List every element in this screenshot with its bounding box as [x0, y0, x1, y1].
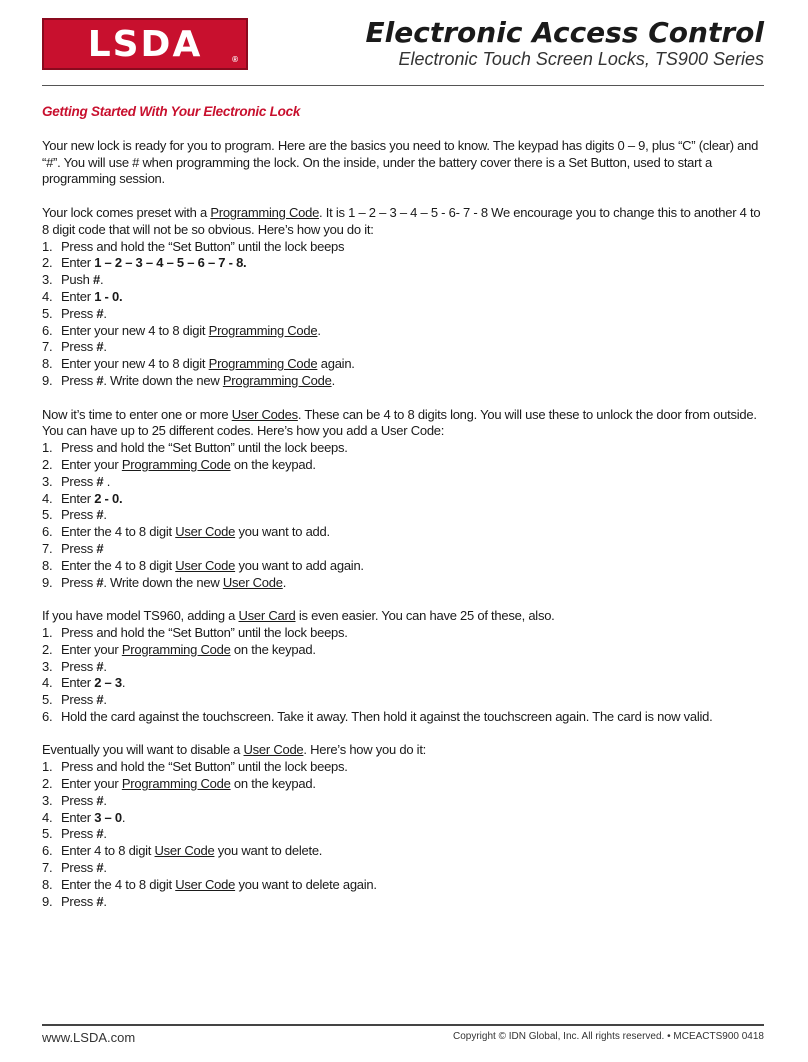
disable-code-paragraph: Eventually you will want to disable a User Code. Here’s how you do it:	[42, 742, 427, 758]
list-item: 6. Enter your new 4 to 8 digit Programming Code.	[42, 322, 321, 338]
programming-code-paragraph: Your lock comes preset with a Programming Code. It is 1 – 2 – 3 – 4 – 5 - 6- 7 - 8 We encourage you to change this to another 4 to 8 digit code that will not be so obvious. Here’s how you do it:	[42, 204, 761, 237]
list-item: 1. Press and hold the “Set Button” until the lock beeps.	[42, 440, 348, 456]
list-item: 7. Press #.	[42, 860, 107, 876]
user-code-steps	[42, 440, 762, 591]
list-item: 3. Press #.	[42, 792, 107, 808]
user-card-paragraph: If you have model TS960, adding a User Card is even easier. You can have 25 of these, also.	[42, 608, 555, 624]
list-item: 6. Hold the card against the touchscreen. Take it away. Then hold it against the touchscreen again. The card is now valid.	[42, 708, 713, 724]
section-heading: Getting Started With Your Electronic Lock	[42, 104, 301, 119]
header-divider	[42, 85, 764, 86]
list-item: 1. Press and hold the “Set Button” until the lock beeps.	[42, 624, 348, 640]
list-item: 5. Press #.	[42, 826, 107, 842]
page-subtitle: Electronic Touch Screen Locks, TS900 Series	[398, 49, 764, 69]
list-item: 9. Press #. Write down the new User Code.	[42, 574, 287, 590]
list-item: 8. Enter your new 4 to 8 digit Programming Code again.	[42, 356, 355, 372]
user-codes-paragraph: Now it’s time to enter one or more User Codes. These can be 4 to 8 digits long. You will use these to unlock the door from outside. You can have up to 25 different codes. Here’s how you add a User Code:	[42, 406, 757, 439]
registered-mark: ®	[232, 55, 238, 64]
list-item: 5. Press #.	[42, 507, 107, 523]
list-item: 8. Enter the 4 to 8 digit User Code you want to add again.	[42, 557, 364, 573]
list-item: 6. Enter the 4 to 8 digit User Code you want to add.	[42, 524, 330, 540]
list-item: 1. Press and hold the “Set Button” until the lock beeps	[42, 238, 345, 254]
list-item: 3. Push #.	[42, 272, 104, 288]
list-item: 5. Press #.	[42, 692, 107, 708]
list-item: 3. Press #.	[42, 658, 107, 674]
list-item: 7. Press #.	[42, 339, 107, 355]
list-item: 3. Press # .	[42, 473, 111, 489]
footer-website: www.LSDA.com	[42, 1030, 136, 1045]
footer-copyright: Copyright © IDN Global, Inc. All rights reserved. • MCEACTS900 0418	[453, 1031, 764, 1042]
list-item: 4. Enter 1 - 0.	[42, 288, 123, 304]
intro-paragraph: Your new lock is ready for you to program. Here are the basics you need to know. The keypad has digits 0 – 9, plus “C” (clear) and “#”. You will use # when programming the lock. On the inside, under the battery cover there is a Set Button, used to start a programming session.	[42, 137, 759, 187]
logo-text: LSDA	[87, 23, 203, 65]
list-item: 5. Press #.	[42, 305, 107, 321]
document-body	[42, 104, 762, 910]
list-item: 6. Enter 4 to 8 digit User Code you want to delete.	[42, 843, 323, 859]
programming-code-steps	[42, 239, 762, 390]
list-item: 4. Enter 2 - 0.	[42, 490, 123, 506]
list-item: 2. Enter your Programming Code on the keypad.	[42, 776, 316, 792]
list-item: 4. Enter 2 – 3.	[42, 675, 126, 691]
list-item: 1. Press and hold the “Set Button” until the lock beeps.	[42, 759, 348, 775]
list-item: 7. Press #	[42, 540, 104, 556]
lsda-logo	[42, 18, 248, 70]
list-item: 9. Press #.	[42, 893, 107, 909]
page-title: Electronic Access Control	[365, 16, 764, 49]
list-item: 2. Enter 1 – 2 – 3 – 4 – 5 – 6 – 7 - 8.	[42, 255, 247, 271]
list-item: 4. Enter 3 – 0.	[42, 809, 126, 825]
user-card-steps	[42, 625, 762, 726]
list-item: 8. Enter the 4 to 8 digit User Code you want to delete again.	[42, 876, 377, 892]
list-item: 2. Enter your Programming Code on the keypad.	[42, 456, 316, 472]
list-item: 9. Press #. Write down the new Programming Code.	[42, 372, 335, 388]
list-item: 2. Enter your Programming Code on the keypad.	[42, 641, 316, 657]
disable-code-steps	[42, 759, 762, 910]
footer-divider	[42, 1024, 764, 1026]
